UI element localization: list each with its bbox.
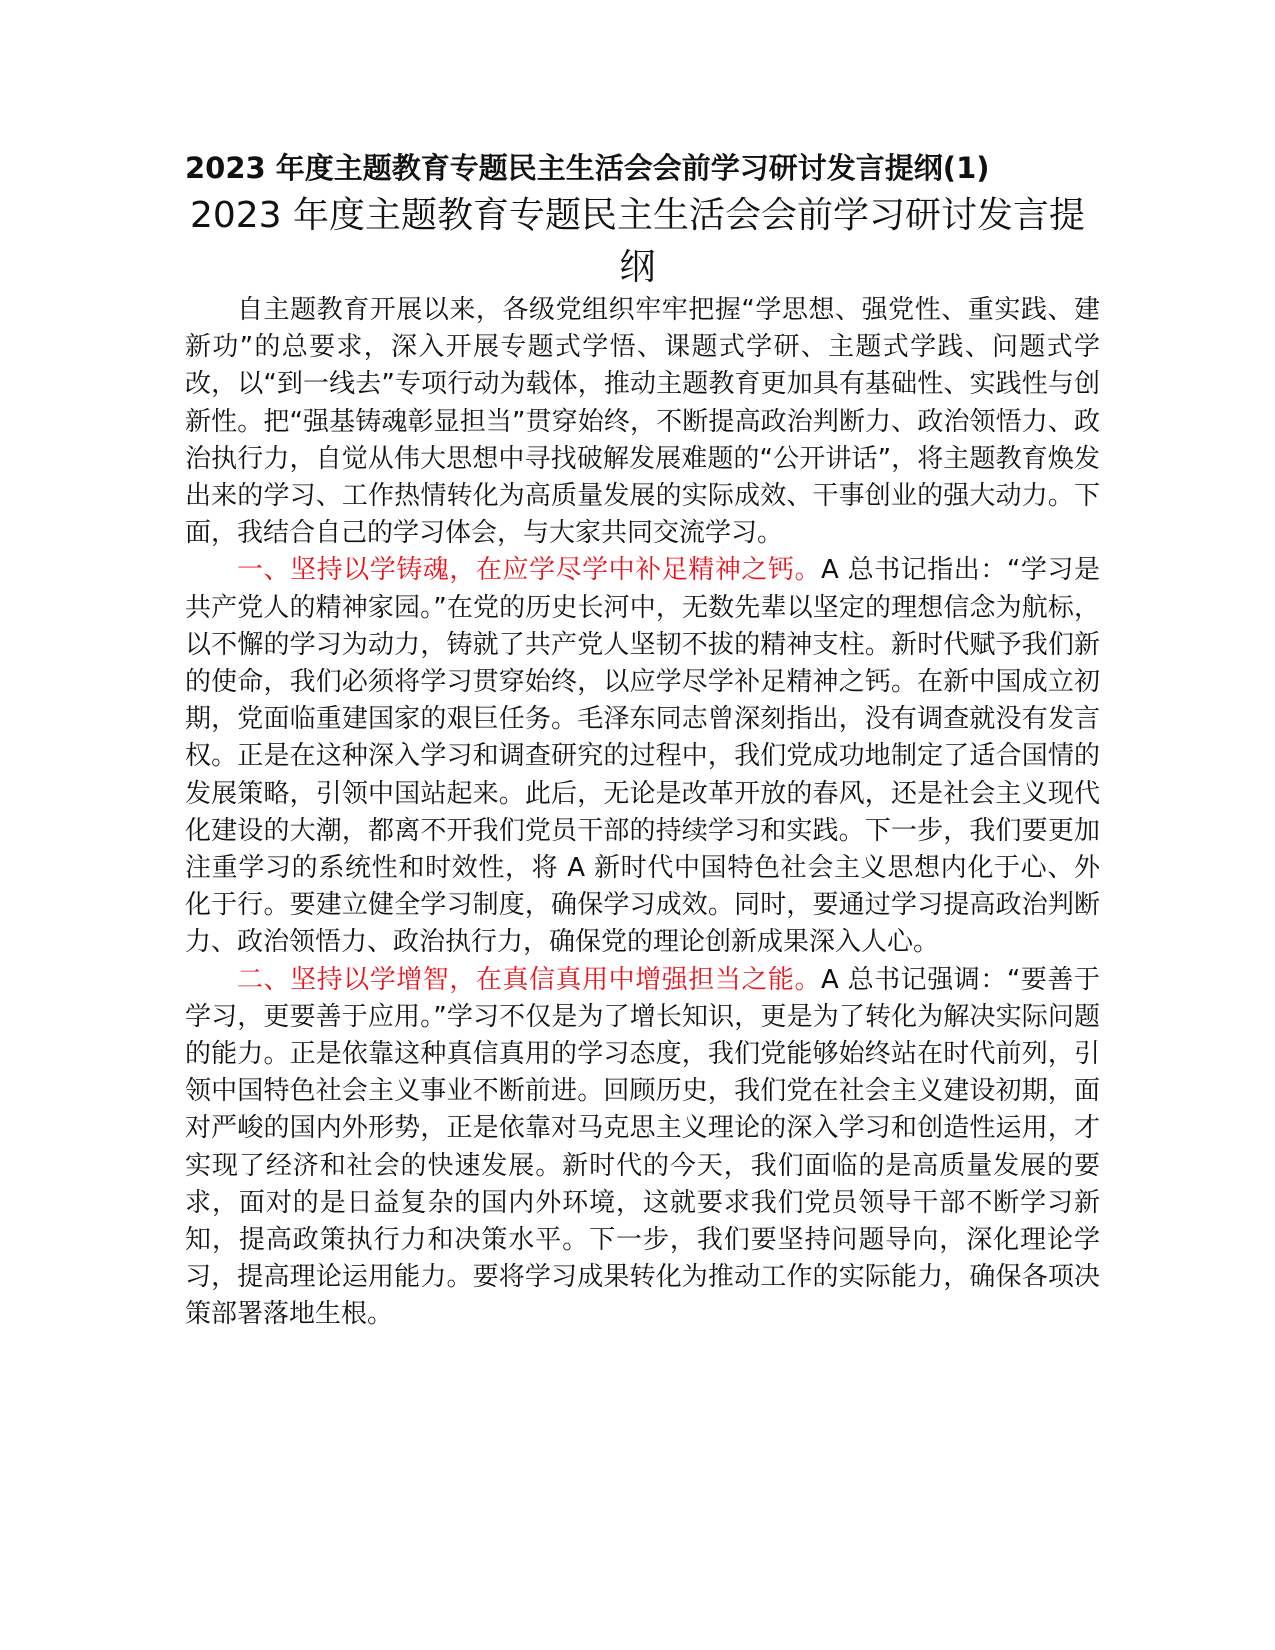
section-one-heading: 一、坚持以学铸魂，在应学尽学中补足精神之钙。 xyxy=(237,555,821,586)
section-two-paragraph xyxy=(185,962,1100,1334)
section-two-heading: 二、坚持以学增智，在真信真用中增强担当之能。 xyxy=(237,964,821,995)
header-title: 2023 年度主题教育专题民主生活会会前学习研讨发言提纲(1) xyxy=(185,151,990,185)
document-body xyxy=(185,292,1100,1334)
section-one-text: A 总书记指出：“学习是共产党人的精神家园。”在党的历史长河中，无数先辈以坚定的理想信念为航标，以不懈的学习为动力，铸就了共产党人坚韧不拔的精神支柱。新时代赋予我们新的使命，我们必须将学习贯穿始终，以应学尽学补足精神之钙。在新中国成立初期，党面临重建国家的艰巨任务。毛泽东同志曾深刻指出，没有调查就没有发言权。正是在这种深入学习和调查研究的过程中，我们党成功地制定了适合国情的发展策略，引领中国站起来。此后，无论是改革开放的春风，还是社会主义现代化建设的大潮，都离不开我们党员干部的持续学习和实践。下一步，我们要更加注重学习的系统性和时效性，将 A 新时代中国特色社会主义思想内化于心、外化于行。要建立健全学习制度，确保学习成效。同时，要通过学习提高政治判断力、政治领悟力、政治执行力，确保党的理论创新成果深入人心。 xyxy=(185,555,1100,958)
intro-paragraph-text: 自主题教育开展以来，各级党组织牢牢把握“学思想、强党性、重实践、建新功”的总要求，深入开展专题式学悟、课题式学研、主题式学践、问题式学改，以“到一线去”专项行动为载体，推动主题教育更加具有基础性、实践性与创新性。把“强基铸魂彰显担当”贯穿始终，不断提高政治判断力、政治领悟力、政治执行力，自觉从伟大思想中寻找破解发展难题的“公开讲话”，将主题教育焕发出来的学习、工作热情转化为高质量发展的实际成效、干事创业的强大动力。下面，我结合自己的学习体会，与大家共同交流学习。 xyxy=(185,295,1100,549)
section-two-text: A 总书记强调：“要善于学习，更要善于应用。”学习不仅是为了增长知识，更是为了转化为解决实际问题的能力。正是依靠这种真信真用的学习态度，我们党能够始终站在时代前列，引领中国特色社会主义事业不断前进。回顾历史，我们党在社会主义建设初期，面对严峻的国内外形势，正是依靠对马克思主义理论的深入学习和创造性运用，才实现了经济和社会的快速发展。新时代的今天，我们面临的是高质量发展的要求，面对的是日益复杂的国内外环境，这就要求我们党员领导干部不断学习新知，提高政策执行力和决策水平。下一步，我们要坚持问题导向，深化理论学习，提高理论运用能力。要将学习成果转化为推动工作的实际能力，确保各项决策部署落地生根。 xyxy=(185,964,1100,1330)
section-one-paragraph xyxy=(185,552,1100,961)
main-title: 2023 年度主题教育专题民主生活会会前学习研讨发言提纲 xyxy=(189,195,1086,288)
intro-paragraph xyxy=(185,292,1100,552)
